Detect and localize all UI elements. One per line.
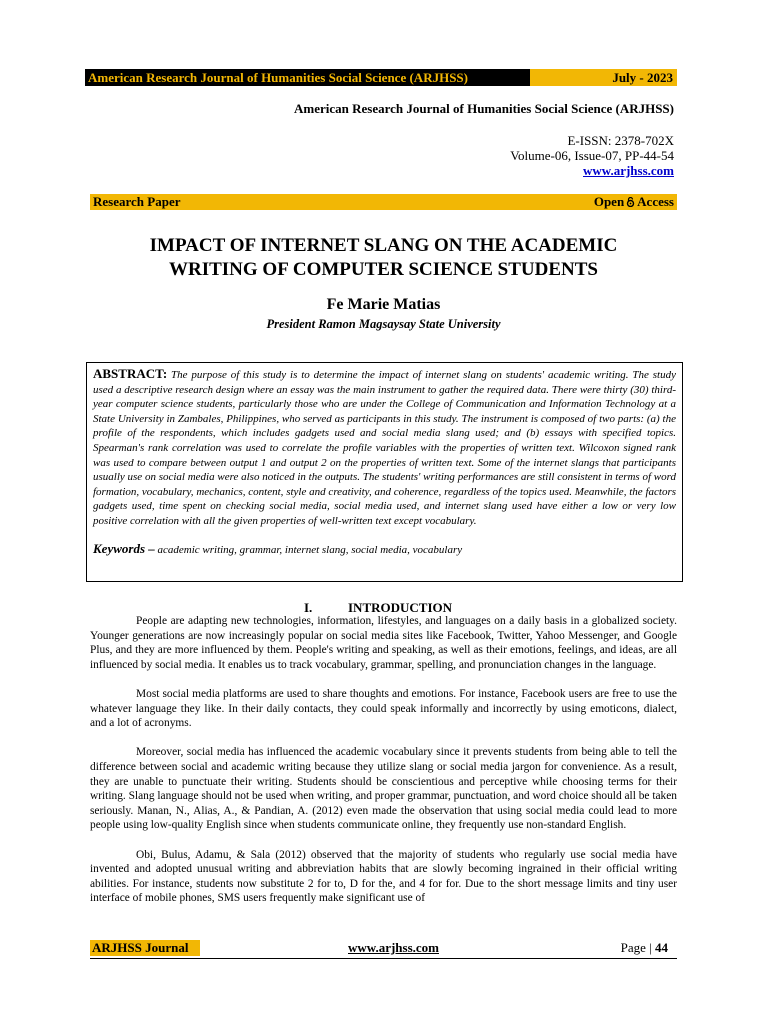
abstract-label: ABSTRACT: <box>93 366 168 381</box>
open-access-pre: Open <box>593 194 625 209</box>
journal-website-link[interactable]: www.arjhss.com <box>583 163 674 178</box>
footer-divider <box>90 958 677 959</box>
footer-website-link[interactable]: www.arjhss.com <box>348 940 439 955</box>
author-name: Fe Marie Matias <box>326 296 441 313</box>
header-journal-name: American Research Journal of Humanities Social Science (ARJHSS) <box>88 70 468 85</box>
page-label: Page | <box>620 940 652 955</box>
abstract-box <box>86 362 683 582</box>
eissn: E-ISSN: 2378-702X <box>567 133 674 148</box>
section-title: INTRODUCTION <box>348 600 453 615</box>
paragraph: Obi, Bulus, Adamu, & Sala (2012) observed that the majority of students who regularly use social media have invented and adopted unusual writing and abbreviation habits that are slowly becoming ingrained in their official writing abilities. For instance, students now substitute 2 for to, D for the, and 4 for for. Due to the short message limits and tiny user interface of mobile phones, SMS users frequently make significant use of <box>90 848 677 905</box>
publication-info <box>510 133 674 178</box>
paper-title <box>90 234 677 282</box>
page-number: 44 <box>655 940 668 955</box>
paragraph: People are adapting new technologies, information, lifestyles, and languages on a daily basis in a globalized society. Younger generations are now increasingly popular on social media sites like Facebook, Twitter, Yahoo Messenger, and Google Plus, and they are more influenced by them. People's writing and speaking, as well as their emotions, feelings, and ideas, are all influenced by social media. It enables us to track vocabulary, grammar, spelling, and pronunciation changes in the language. <box>90 615 677 671</box>
section-number: I. <box>304 600 313 615</box>
body-text <box>90 614 677 920</box>
paragraph: Most social media platforms are used to share thoughts and emotions. For instance, Facebook users are free to use the whatever language they like. In their daily contacts, they could speak informally and incorrectly by using emoticons, dialect, and a lot of acronyms. <box>90 687 677 730</box>
paragraph: Moreover, social media has influenced the academic vocabulary since it prevents students from being able to tell the difference between social and academic writing because they utilize slang or social media jargon for convenience. As a result, they are unable to punctuate their writing. Students should be conscientious and perceptive while choosing terms for their writing. Slang language should not be used when writing, and proper grammar, punctuation, and word choice should all be taken seriously. Manan, N., Alias, A., & Pandian, A. (2012) even made the observation that using social media could lead to more people using low-quality English since when students communicate online, they frequently use non-standard English. <box>90 746 677 832</box>
open-access-post: Access <box>637 194 674 209</box>
abstract <box>93 367 676 529</box>
open-access-lock-icon <box>626 197 635 207</box>
open-access-badge <box>594 194 674 210</box>
paper-title-line-1: IMPACT OF INTERNET SLANG ON THE ACADEMIC <box>149 235 618 256</box>
paper-type-label: Research Paper <box>93 194 181 209</box>
keywords-label: Keywords – <box>93 540 155 556</box>
abstract-text: The purpose of this study is to determine the impact of internet slang on students' academic writing. The study used a descriptive research design where an essay was the main instrument to gather the required data. There were thirty (30) third-year computer science students, particularly those who are under the College of Communication and Information Technology at a State University in Zambales, Philippines, who served as participants in this study. The instrument is composed of two parts: (a) the profile of the respondents, which includes gadgets used and social media slang used; and (b) essays with specified topics. Spearman's rank correlation was used to correlate the profile variables with the properties of written text. Wilcoxon signed rank was used to compare between output 1 and output 2 on the properties of written text. Some of the internet slangs that participants usually use on social media were also noticed in the outputs. The students' writing performances are still consistent in terms of word formation, vocabulary, mechanics, content, style and creativity, and coherence, regardless of the topics used. Meanwhile, the factors gadgets used, time spent on checking social media, social media used, and internet slang used have either a low or very low positive correlation with all the given properties of well-written text except vocabulary. <box>93 369 676 527</box>
volume-issue: Volume-06, Issue-07, PP-44-54 <box>510 148 674 163</box>
footer-journal: ARJHSS Journal <box>90 940 200 956</box>
author-affiliation: President Ramon Magsaysay State University <box>266 317 501 331</box>
header-date: July - 2023 <box>530 69 677 86</box>
journal-name: American Research Journal of Humanities Social Science (ARJHSS) <box>294 101 674 116</box>
keywords-list: academic writing, grammar, internet slang, social media, vocabulary <box>157 543 463 556</box>
paper-title-line-2: WRITING OF COMPUTER SCIENCE STUDENTS <box>169 259 598 280</box>
keywords <box>93 541 676 557</box>
footer-page <box>621 940 668 956</box>
